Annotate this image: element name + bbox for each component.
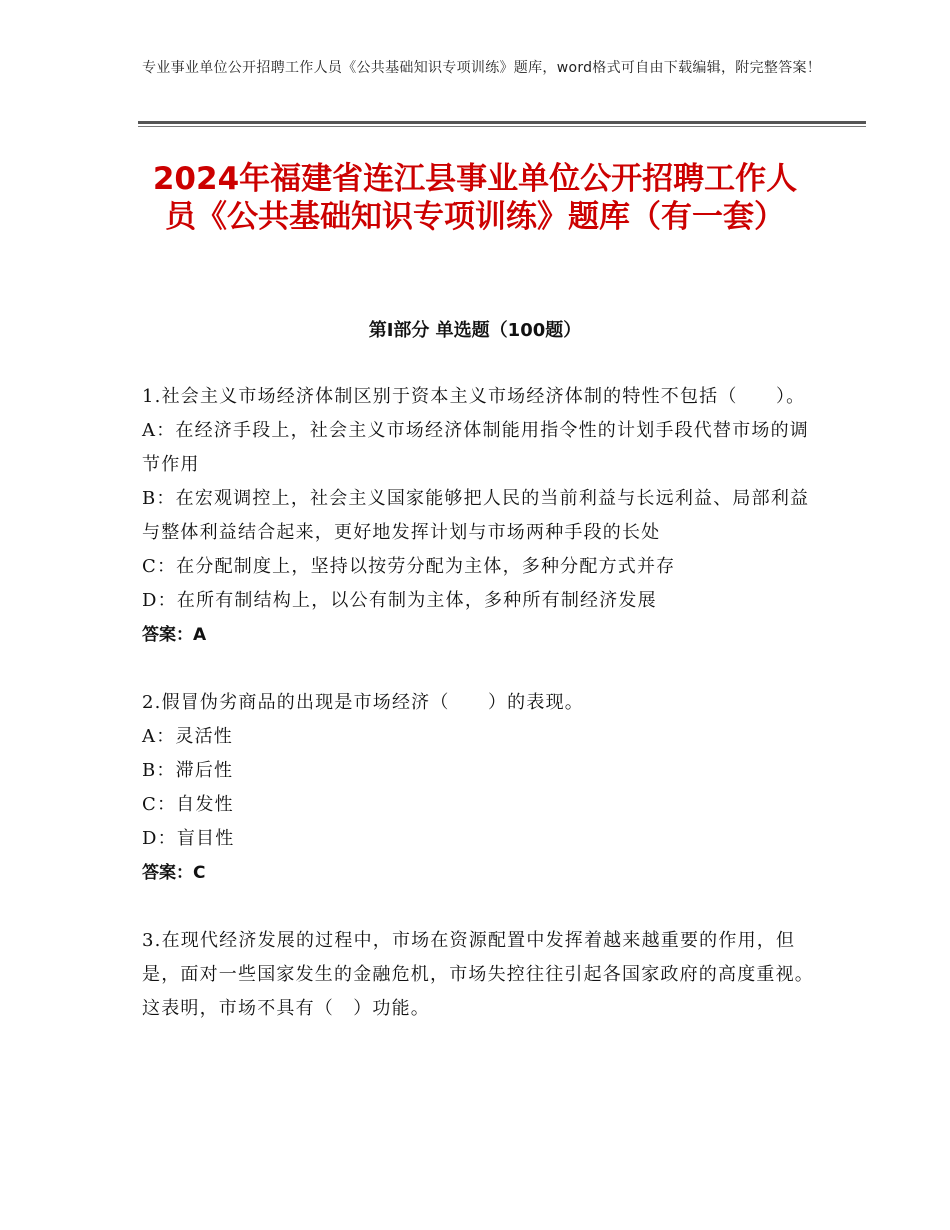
option-b: B：在宏观调控上，社会主义国家能够把人民的当前利益与长远利益、局部利益与整体利益结合起来，更好地发挥计划与市场两种手段的长处: [142, 488, 810, 543]
question-3: [142, 924, 814, 1026]
option-c: C：在分配制度上，坚持以按劳分配为主体，多种分配方式并存: [142, 556, 676, 577]
question-stem: 1.社会主义市场经济体制区别于资本主义市场经济体制的特性不包括（ ）。: [142, 386, 806, 407]
option-c: C：自发性: [142, 794, 234, 815]
section-title: 第Ⅰ部分 单选题（100题）: [368, 320, 582, 341]
question-stem: 2.假冒伪劣商品的出现是市场经济（ ）的表现。: [142, 692, 584, 713]
question-2: [142, 686, 814, 890]
option-a: A：灵活性: [142, 726, 233, 747]
question-1: [142, 380, 814, 652]
option-a: A：在经济手段上，社会主义市场经济体制能用指令性的计划手段代替市场的调节作用: [142, 420, 809, 475]
document-title: 2024年福建省连江县事业单位公开招聘工作人员《公共基础知识专项训练》题库（有一套）: [152, 161, 798, 235]
option-d: D：盲目性: [142, 828, 235, 849]
question-stem: 3.在现代经济发展的过程中，市场在资源配置中发挥着越来越重要的作用，但是，面对一些国家发生的金融危机，市场失控往往引起各国家政府的高度重视。这表明，市场不具有（ ）功能。: [142, 930, 814, 1019]
header-divider-thick: [138, 121, 866, 124]
option-d: D：在所有制结构上，以公有制为主体，多种所有制经济发展: [142, 590, 657, 611]
answer-line: 答案：C: [142, 863, 206, 883]
header-note: 专业事业单位公开招聘工作人员《公共基础知识专项训练》题库，word格式可自由下载编辑，附完整答案！: [142, 60, 822, 76]
option-b: B：滞后性: [142, 760, 234, 781]
header-divider-thin: [138, 126, 866, 127]
question-list: [142, 380, 814, 1060]
answer-line: 答案：A: [142, 625, 207, 645]
